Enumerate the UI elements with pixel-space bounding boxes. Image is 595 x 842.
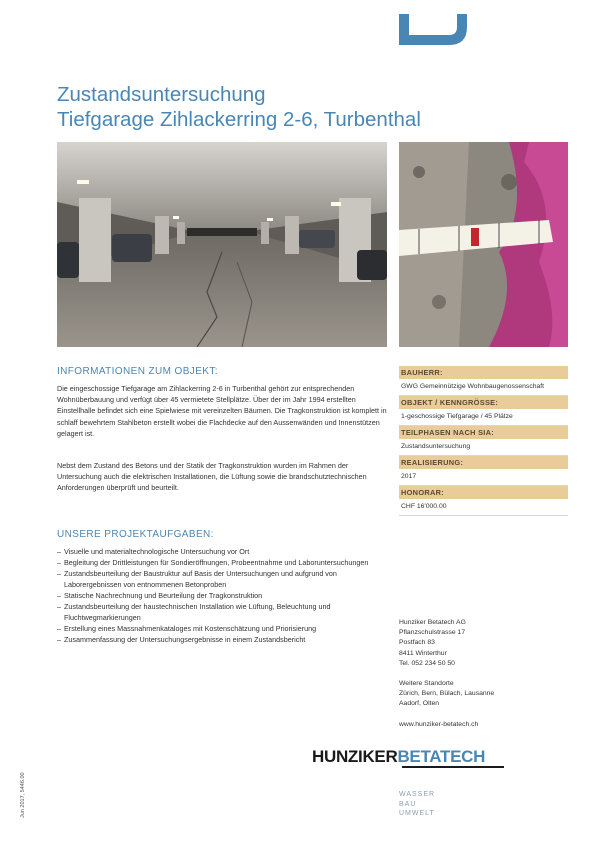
brand-mark-icon <box>399 14 467 45</box>
task-item: – Zusammenfassung der Untersuchungsergebnisse in einem Zustandsbericht <box>57 634 387 645</box>
tagline-environment: UMWELT <box>399 810 435 817</box>
fact-value-sia-phases: Zustandsuntersuchung <box>399 439 568 456</box>
company-website-link[interactable]: www.hunziker-betatech.ch <box>399 720 479 728</box>
task-item: – Begleitung der Drittleistungen für Sondieröffnungen, Probeentnahme und Laboruntersuchungen <box>57 557 387 568</box>
document-code: Jun 2017, 5446.00 <box>20 772 26 818</box>
title-line-2: Tiefgarage Zihlackerring 2-6, Turbenthal <box>57 108 421 131</box>
info-paragraph-2: Nebst dem Zustand des Betons und der Statik der Tragkonstruktion wurden im Rahmen der Untersuchung auch die elektrischen Installationen, die Lüftung sowie die brandschutztechnischen Anforderungen überprüft und beurteilt. <box>57 461 367 493</box>
tagline-water: WASSER <box>399 791 436 798</box>
task-item: – Visuelle und materialtechnologische Untersuchung vor Ort <box>57 546 387 557</box>
garage-interior-photo <box>57 142 387 347</box>
company-box: Postfach 83 <box>399 639 435 647</box>
fact-value-client: GWG Gemeinnützige Wohnbaugenossenschaft <box>399 379 568 396</box>
title-line-1: Zustandsuntersuchung <box>57 83 266 106</box>
concrete-core-photo <box>399 142 568 347</box>
fact-value-realisation: 2017 <box>399 469 568 486</box>
locations-title: Weitere Standorte <box>399 680 454 688</box>
fact-label-sia-phases: TEILPHASEN NACH SIA: <box>399 426 568 439</box>
company-street: Pflanzschulstrasse 17 <box>399 629 466 637</box>
company-city: 8411 Winterthur <box>399 649 447 657</box>
info-paragraph-1: Die eingeschossige Tiefgarage am Zihlackerring 2-6 in Turbenthal gehört zur entsprechenden Wohnüberbauung und verfügt über 45 vermietete Stellplätze. Über der im Jahr 1994 erstellten Einstellhalle befindet sich eine Spielwiese mit vereinzelten Bäumen. Die Tragkonstruktion ist komplett in schlaff bewehrtem Stahlbeton erstellt wobei die Flachdecke auf den Aussenwänden und Innenstützen gelagert ist. <box>57 384 387 438</box>
fact-value-object: 1-geschossige Tiefgarage / 45 Plätze <box>399 409 568 426</box>
fact-value-fee: CHF 16'000.00 <box>399 499 568 516</box>
fact-label-client: BAUHERR: <box>399 366 568 379</box>
company-address <box>399 618 568 730</box>
company-logo <box>312 746 485 768</box>
locations-line-2: Aadorf, Olten <box>399 700 440 708</box>
logo-part-2: BETATECH <box>397 747 486 766</box>
fact-label-object: OBJEKT / KENNGRÖSSE: <box>399 396 568 409</box>
tasks-list <box>57 546 387 645</box>
logo-underline <box>402 766 504 768</box>
task-item: – Erstellung eines Massnahmenkataloges mit Kostenschätzung und Priorisierung <box>57 623 387 634</box>
logo-part-1: HUNZIKER <box>312 747 398 766</box>
info-heading: INFORMATIONEN ZUM OBJEKT: <box>57 366 218 377</box>
task-item: – Zustandsbeurteilung der Baustruktur auf Basis der Untersuchungen und aufgrund von Laborergebnissen von entnommenen Betonproben <box>57 568 387 590</box>
company-phone: Tel. 052 234 50 50 <box>399 659 455 667</box>
project-facts <box>399 366 568 516</box>
company-name: Hunziker Betatech AG <box>399 619 466 626</box>
document-code-wrap <box>20 772 80 824</box>
locations-line-1: Zürich, Bern, Bülach, Lausanne <box>399 690 495 698</box>
page-title <box>57 82 477 132</box>
fact-label-fee: HONORAR: <box>399 486 568 499</box>
fact-label-realisation: REALISIERUNG: <box>399 456 568 469</box>
task-item: – Zustandsbeurteilung der haustechnischen Installation wie Lüftung, Beleuchtung und Fluchtwegmarkierungen <box>57 601 387 623</box>
tasks-heading: UNSERE PROJEKTAUFGABEN: <box>57 529 214 540</box>
task-item: – Statische Nachrechnung und Beurteilung der Tragkonstruktion <box>57 590 387 601</box>
tagline-construction: BAU <box>399 800 417 808</box>
tagline <box>399 790 435 819</box>
